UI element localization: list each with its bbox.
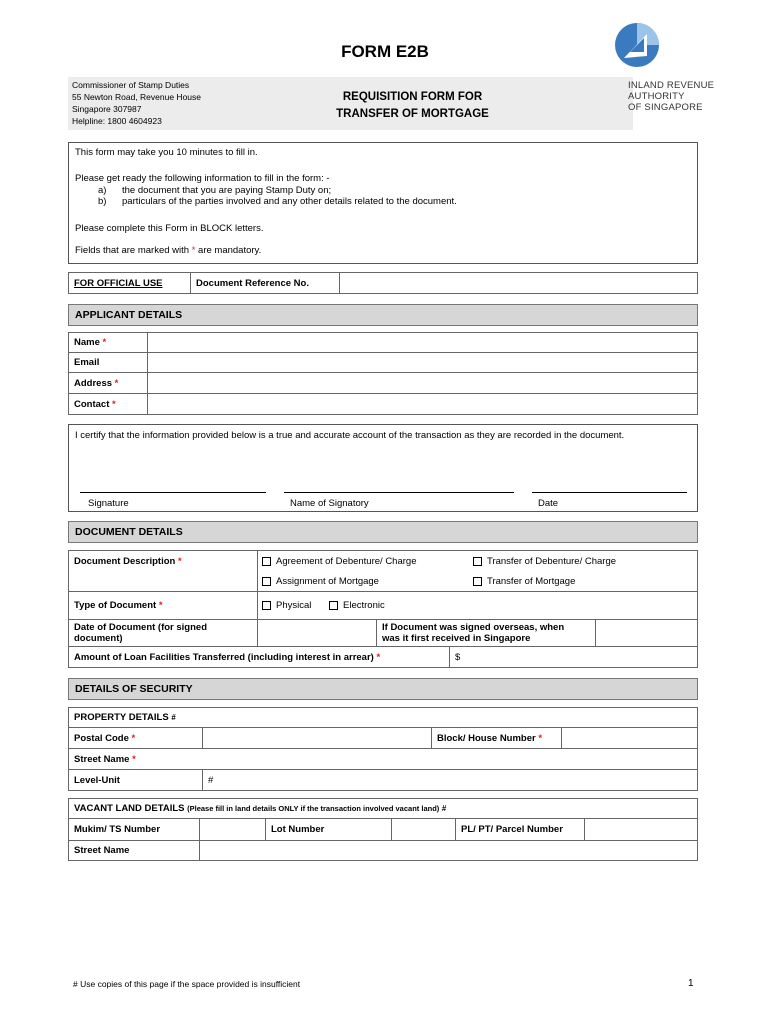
logo-line: INLAND REVENUE — [628, 80, 715, 91]
item-b: particulars of the parties involved and any other details related to the document. — [122, 196, 457, 207]
property-details-label — [68, 707, 698, 728]
mandatory-star: * — [114, 377, 119, 389]
doc-ref-field[interactable] — [339, 272, 698, 294]
option-label: Agreement of Debenture/ Charge — [276, 556, 417, 567]
time-note: This form may take you 10 minutes to fill in. — [75, 147, 258, 158]
option-label: Transfer of Debenture/ Charge — [487, 556, 617, 567]
mukim-field[interactable] — [199, 818, 266, 841]
mandatory-star: * — [102, 337, 107, 348]
contact-label — [68, 393, 148, 415]
postal-code-text: Postal Code — [74, 732, 129, 744]
applicant-section-heading: APPLICANT DETAILS — [68, 304, 698, 326]
mukim-label: Mukim/ TS Number — [68, 818, 200, 841]
level-unit-label: Level-Unit — [68, 769, 203, 791]
signatory-label: Name of Signatory — [290, 498, 369, 509]
block-number-text: Block/ House Number — [437, 732, 536, 744]
mandatory-star: * — [538, 732, 543, 744]
footer-note: # Use copies of this page if the space provided is insufficient — [73, 979, 301, 989]
authority-address — [72, 79, 201, 127]
option-label: Physical — [276, 600, 312, 611]
vacant-street-field[interactable] — [199, 840, 698, 861]
parcel-number-label: PL/ PT/ Parcel Number — [455, 818, 585, 841]
checkbox-icon[interactable] — [262, 577, 271, 586]
iras-logo-text — [628, 80, 714, 113]
checkbox-icon[interactable] — [262, 601, 271, 610]
doc-ref-label: Document Reference No. — [190, 272, 340, 294]
option-assignment-mortgage[interactable] — [262, 576, 379, 587]
signature-label: Signature — [88, 498, 129, 509]
certify-text: I certify that the information provided below is a true and accurate account of the transaction as they are recorded in the document. — [75, 430, 625, 441]
signatory-line[interactable] — [284, 492, 514, 493]
street-name-text: Street Name — [74, 753, 130, 765]
doc-description-text: Document Description — [74, 556, 176, 567]
overseas-label — [376, 619, 596, 647]
mandatory-star: * — [178, 556, 182, 567]
logo-line: AUTHORITY — [628, 91, 685, 102]
option-label: Assignment of Mortgage — [276, 576, 379, 587]
mandatory-star: * — [158, 600, 163, 611]
date-line[interactable] — [532, 492, 687, 493]
option-transfer-mortgage[interactable] — [473, 576, 575, 587]
address-line: 55 Newton Road, Revenue House — [72, 92, 201, 102]
street-name-label — [68, 748, 698, 770]
doc-date-label-line: Date of Document (for signed — [74, 622, 208, 633]
mandatory-star: * — [376, 651, 381, 663]
ready-note: Please get ready the following information to fill in the form: - — [75, 173, 330, 184]
checkbox-icon[interactable] — [262, 557, 271, 566]
official-use-label — [68, 272, 191, 294]
hash-marker: # — [171, 713, 176, 722]
loan-amount-text: Amount of Loan Facilities Transferred (including interest in arrear) — [74, 651, 374, 663]
property-details-text: PROPERTY DETAILS — [74, 712, 169, 723]
iras-logo-icon — [614, 22, 660, 68]
email-field[interactable] — [147, 352, 698, 373]
item-a: the document that you are paying Stamp Duty on; — [122, 185, 332, 196]
hash-marker: # — [441, 804, 447, 813]
doc-date-field[interactable] — [257, 619, 377, 647]
vacant-land-note: (Please fill in land details ONLY if the transaction involved vacant land) — [187, 804, 440, 813]
overseas-date-field[interactable] — [595, 619, 698, 647]
option-agreement-debenture[interactable] — [262, 556, 416, 567]
vacant-land-label — [68, 798, 698, 819]
doc-type-label — [68, 591, 258, 620]
logo-line: OF SINGAPORE — [628, 102, 703, 113]
contact-field[interactable] — [147, 393, 698, 415]
loan-amount-field[interactable] — [449, 646, 698, 668]
form-title-line: REQUISITION FORM FOR — [342, 91, 483, 103]
postal-code-label — [68, 727, 203, 749]
form-title-line: TRANSFER OF MORTGAGE — [336, 108, 489, 120]
address-label — [68, 372, 148, 394]
mandatory-star: * — [112, 398, 116, 410]
checkbox-icon[interactable] — [473, 577, 482, 586]
signature-line[interactable] — [80, 492, 266, 493]
address-line: Commissioner of Stamp Duties — [72, 80, 190, 90]
address-field[interactable] — [147, 372, 698, 394]
item-a-marker: a) — [98, 185, 107, 196]
lot-number-label: Lot Number — [265, 818, 392, 841]
address-label-text: Address — [74, 377, 113, 389]
option-physical[interactable] — [262, 600, 311, 611]
contact-label-text: Contact — [74, 398, 110, 410]
block-note: Please complete this Form in BLOCK letters. — [75, 223, 264, 234]
helpline: Helpline: 1800 4604923 — [72, 116, 162, 126]
block-number-field[interactable] — [561, 727, 698, 749]
mandatory-suffix: are mandatory. — [198, 245, 262, 256]
form-title — [300, 89, 525, 123]
item-b-marker: b) — [98, 196, 107, 207]
postal-code-field[interactable] — [202, 727, 432, 749]
doc-type-text: Type of Document — [74, 600, 157, 611]
level-unit-field[interactable] — [202, 769, 698, 791]
checkbox-icon[interactable] — [473, 557, 482, 566]
name-field[interactable] — [147, 332, 698, 353]
option-label: Transfer of Mortgage — [487, 576, 576, 587]
name-label-text: Name — [74, 337, 100, 348]
checkbox-icon[interactable] — [329, 601, 338, 610]
currency-symbol: $ — [455, 651, 461, 663]
mandatory-note — [75, 245, 261, 256]
mandatory-star: * — [191, 245, 196, 256]
overseas-label-line: If Document was signed overseas, when — [382, 622, 565, 633]
unit-hash: # — [208, 774, 214, 786]
mandatory-star: * — [131, 732, 136, 744]
mandatory-star: * — [132, 753, 136, 765]
doc-description-label — [68, 550, 258, 592]
option-label: Electronic — [343, 600, 385, 611]
name-label — [68, 332, 148, 353]
loan-amount-label — [68, 646, 450, 668]
overseas-label-line: was it first received in Singapore — [382, 633, 531, 644]
date-label: Date — [538, 498, 559, 509]
page-number: 1 — [688, 978, 694, 989]
mandatory-prefix: Fields that are marked with — [75, 245, 190, 256]
vacant-street-label: Street Name — [68, 840, 200, 861]
option-transfer-debenture[interactable] — [473, 556, 616, 567]
official-use-text: FOR OFFICIAL USE — [74, 277, 163, 289]
option-electronic[interactable] — [329, 600, 385, 611]
lot-number-field[interactable] — [391, 818, 456, 841]
doc-date-label — [68, 619, 258, 647]
form-code: FORM E2B — [341, 42, 429, 61]
block-number-label — [431, 727, 562, 749]
vacant-land-text: VACANT LAND DETAILS — [74, 803, 185, 814]
document-section-heading: DOCUMENT DETAILS — [68, 521, 698, 543]
address-line: Singapore 307987 — [72, 104, 142, 114]
email-label: Email — [68, 352, 148, 373]
security-section-heading: DETAILS OF SECURITY — [68, 678, 698, 700]
doc-date-label-line: document) — [74, 633, 123, 644]
parcel-number-field[interactable] — [584, 818, 698, 841]
doc-type-options — [257, 591, 698, 620]
